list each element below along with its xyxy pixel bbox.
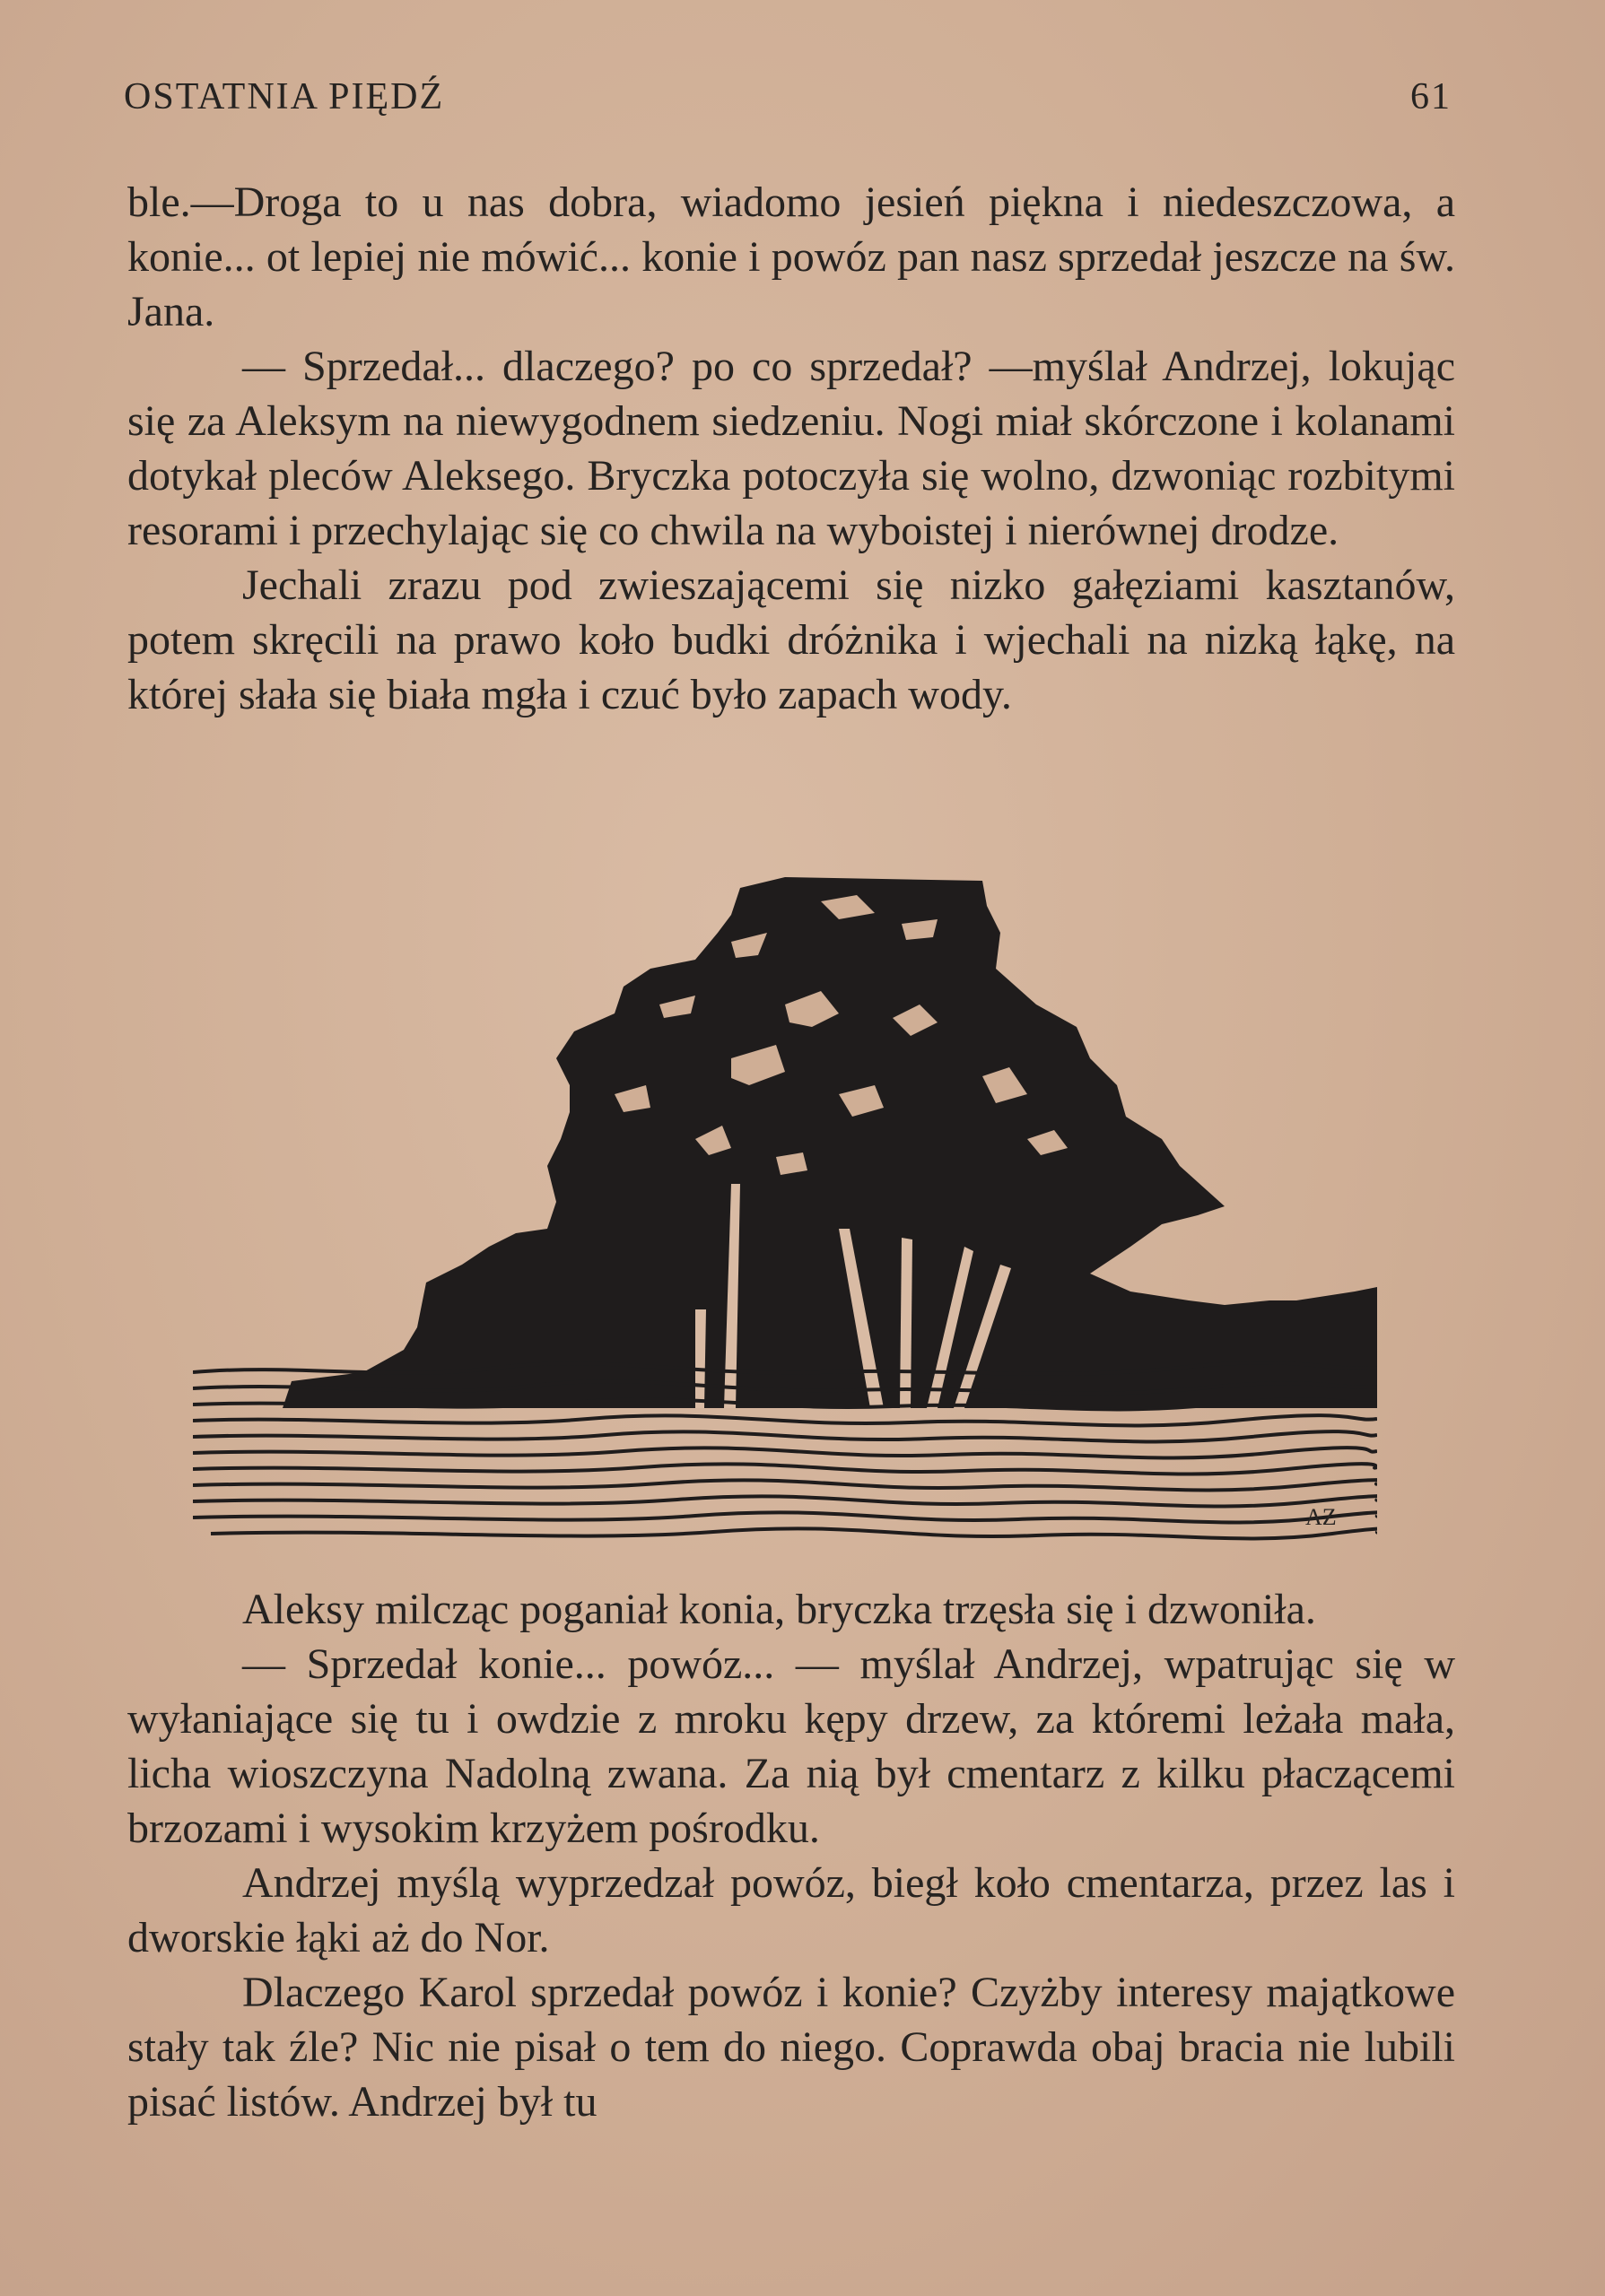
paragraph: Aleksy milcząc poganiał konia, bryczka trzęsła się i dzwoniła. bbox=[242, 1586, 1316, 1633]
chapter-title: OSTATNIA PIĘDŹ bbox=[124, 76, 445, 117]
artist-signature: AZ bbox=[1305, 1504, 1337, 1530]
text-block-bottom bbox=[127, 1582, 1455, 2129]
paragraph: Andrzej myślą wyprzedzał powóz, biegł koło cmentarza, przez las i dworskie łąki aż do Nor. bbox=[127, 1859, 1455, 1961]
text-block-top bbox=[127, 175, 1455, 722]
ground-hatching bbox=[193, 1362, 1377, 1538]
tree-woodcut-illustration bbox=[193, 870, 1377, 1561]
paragraph: Dlaczego Karol sprzedał powóz i konie? Czyżby interesy majątkowe stały tak źle? Nic nie pisał o tem do niego. Coprawda obaj bracia nie lubili pisać listów. Andrzej był tu bbox=[127, 1969, 1455, 2126]
page-number: 61 bbox=[1410, 76, 1452, 117]
paragraph: — Sprzedał... dlaczego? po co sprzedał? —myślał Andrzej, lokując się za Aleksym na niewygodnem siedzeniu. Nogi miał skórczone i kolanami dotykał pleców Aleksego. Bryczka potoczyła się wolno, dzwoniąc rozbitymi resorami i przechylając się co chwila na wyboistej i nierównej drodze. bbox=[127, 343, 1455, 554]
tree-canopy bbox=[283, 877, 1377, 1408]
paragraph: ble.—Droga to u nas dobra, wiadomo jesień piękna i niedeszczowa, a konie... ot lepiej nie mówić... konie i powóz pan nasz sprzedał jeszcze na św. Jana. bbox=[127, 178, 1455, 335]
paragraph: Jechali zrazu pod zwieszającemi się nizko gałęziami kasztanów, potem skręcili na prawo koło budki dróżnika i wjechali na nizką łąkę, na której słała się biała mgła i czuć było zapach wody. bbox=[127, 561, 1455, 718]
running-header bbox=[124, 75, 1452, 118]
paragraph: — Sprzedał konie... powóz... — myślał Andrzej, wpatrując się w wyłaniające się tu i owdzie z mroku kępy drzew, za któremi leżała mała, licha wioszczyna Nadolną zwana. Za nią był cmentarz z kilku płaczącemi brzozami i wysokim krzyżem pośrodku. bbox=[127, 1640, 1455, 1852]
